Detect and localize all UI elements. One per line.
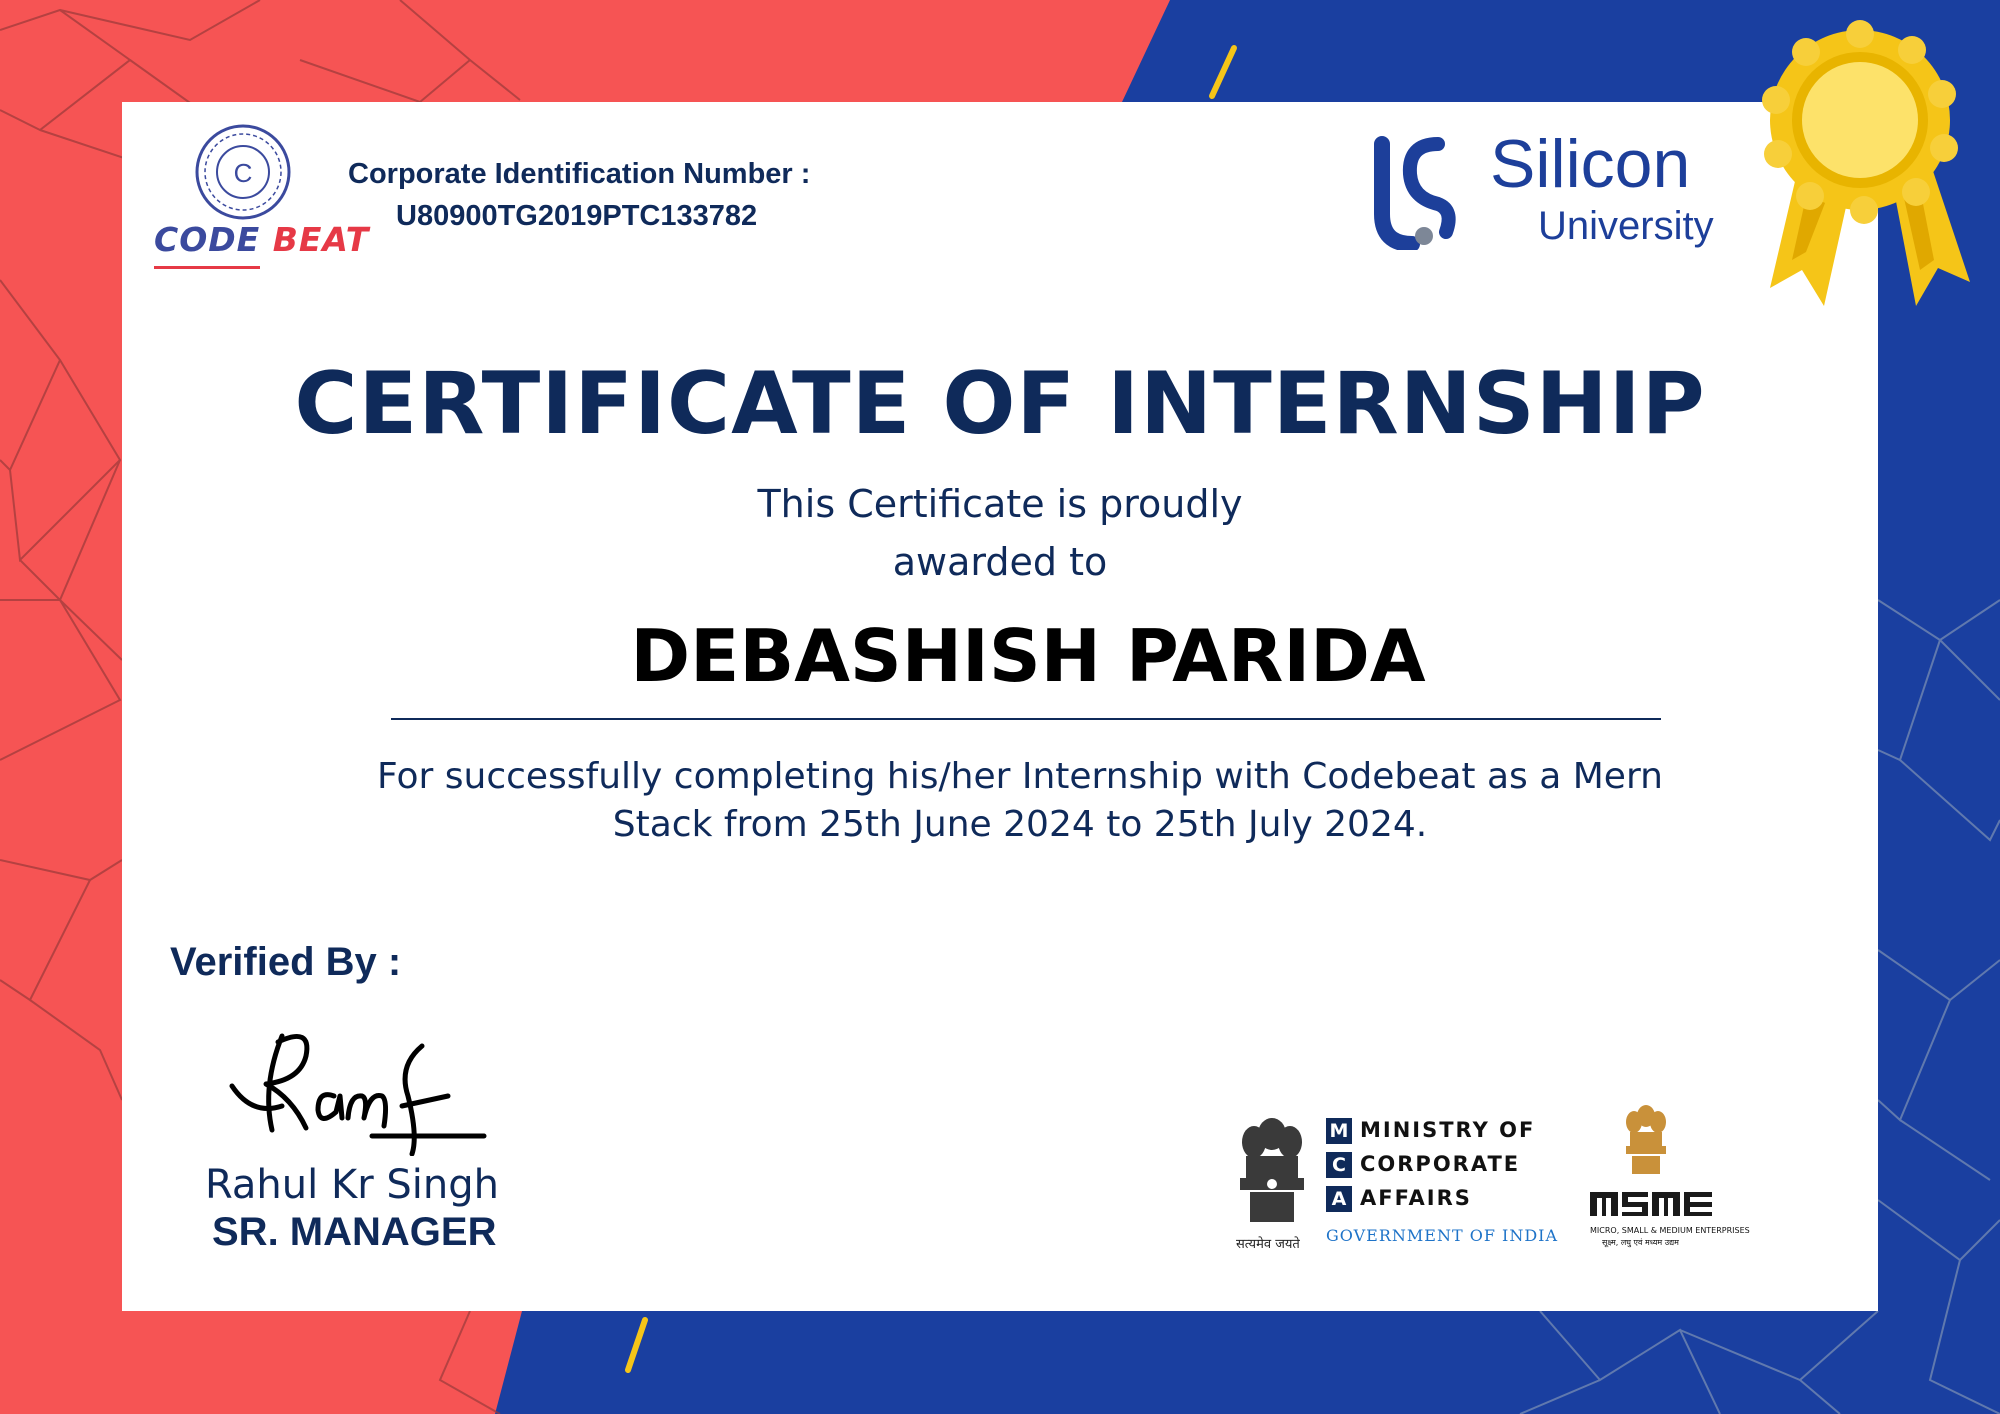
description-line-1: For successfully completing his/her Internship with Codebeat as a Mern	[377, 756, 1663, 797]
codebeat-logo	[148, 124, 358, 284]
certificate-title: CERTIFICATE OF INTERNSHIP	[294, 354, 1706, 454]
silicon-university-mark	[1368, 134, 1458, 250]
university-sub: University	[1538, 204, 1714, 248]
description-line-2: Stack from 25th June 2024 to 25th July 2024.	[612, 804, 1428, 845]
mca-letter-c: C	[1326, 1152, 1352, 1178]
codebeat-underline	[154, 266, 260, 269]
mca-word-corporate: CORPORATE	[1360, 1152, 1521, 1176]
msme-caption-english: MICRO, SMALL & MEDIUM ENTERPRISES	[1590, 1226, 1750, 1235]
university-name: Silicon	[1490, 126, 1691, 202]
awarded-line-1: This Certificate is proudly	[757, 482, 1243, 526]
signature-image	[222, 1026, 492, 1156]
cin-label: Corporate Identification Number :	[348, 158, 811, 190]
government-of-india: GOVERNMENT OF INDIA	[1326, 1226, 1559, 1245]
mca-word-affairs: AFFAIRS	[1360, 1186, 1472, 1210]
mca-letter-m: M	[1326, 1118, 1352, 1144]
awarded-line-2: awarded to	[892, 540, 1108, 584]
recipient-name: DEBASHISH PARIDA	[630, 614, 1426, 698]
msme-logo	[1588, 1186, 1716, 1224]
name-underline	[391, 718, 1661, 720]
codebeat-logo-letter: C	[233, 158, 253, 188]
codebeat-beat: BEAT	[272, 220, 370, 259]
mca-word-ministry: MINISTRY OF	[1360, 1118, 1536, 1142]
mca-letter-a: A	[1326, 1186, 1352, 1212]
codebeat-wordmark	[154, 220, 369, 259]
verified-by-label: Verified By :	[170, 940, 402, 984]
ashoka-emblem-icon	[1230, 1112, 1314, 1236]
signer-name: Rahul Kr Singh	[205, 1162, 499, 1208]
cin-value: U80900TG2019PTC133782	[396, 200, 758, 232]
signer-role: SR. MANAGER	[212, 1210, 497, 1254]
emblem-caption: सत्यमेव जयते	[1236, 1237, 1300, 1252]
award-rosette-icon	[1740, 20, 1970, 320]
msme-caption-hindi: सूक्ष्म, लघु एवं मध्यम उद्यम	[1602, 1238, 1679, 1247]
msme-emblem-icon	[1620, 1100, 1672, 1180]
codebeat-code: CODE	[154, 220, 261, 259]
